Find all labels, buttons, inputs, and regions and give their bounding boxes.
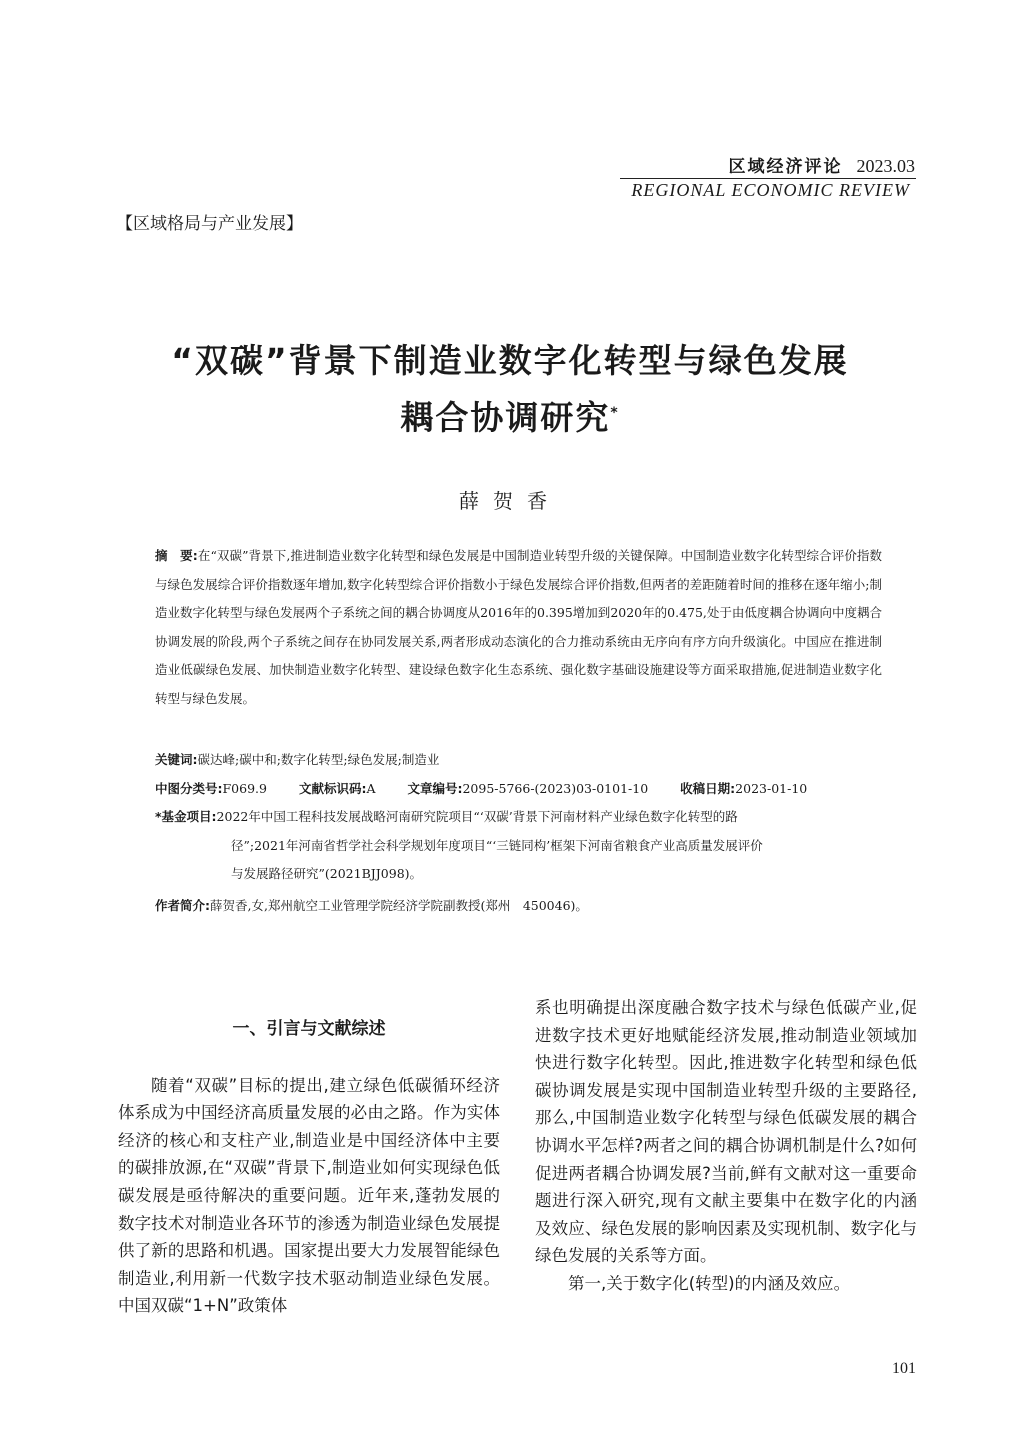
page-number: 101	[892, 1360, 916, 1377]
keywords-text: 碳达峰;碳中和;数字化转型;绿色发展;制造业	[197, 752, 440, 767]
article-id-value: 2095-5766-(2023)03-0101-10	[462, 781, 649, 796]
title-footnote-mark: *	[610, 405, 620, 421]
fund-line-3: 与发展路径研究”(2021BJJ098)。	[231, 866, 423, 881]
article-meta	[155, 775, 882, 804]
keywords-label: 关键词:	[155, 752, 198, 767]
fund-label: *基金项目:	[155, 809, 217, 824]
doc-code-label: 文献标识码:	[298, 781, 367, 796]
section-heading: 一、引言与文献综述	[232, 1019, 386, 1039]
bio-label: 作者简介:	[155, 898, 210, 913]
issue-number: 2023.03	[856, 156, 915, 176]
header-rule	[620, 178, 916, 179]
fund-line-1: 2022年中国工程科技发展战略河南研究院项目“‘双碳’背景下河南材料产业绿色数字化转型的路	[216, 809, 738, 824]
title-line-2	[0, 392, 1020, 439]
abstract-text: 在“双碳”背景下,推进制造业数字化转型和绿色发展是中国制造业转型升级的关键保障。中国制造业数字化转型综合评价指数与绿色发展综合评价指数逐年增加,数字化转型综合评价指数小于绿色发展综合评价指数,但两者的差距随着时间的推移在逐年缩小;制造业数字化转型与绿色发展两个子系统之间的耦合协调度从2016年的0.395增加到2020年的0.475,处于由低度耦合协调向中度耦合协调发展的阶段,两个子系统之间存在协同发展关系,两者形成动态演化的合力推动系统由无序向有序方向升级演化。中国应在推进制造业低碳绿色发展、加快制造业数字化转型、建设绿色数字化生态系统、强化数字基础设施建设等方面采取措施,促进制造业数字化转型与绿色发展。	[155, 548, 882, 706]
right-column	[535, 994, 917, 1298]
fund-info	[155, 803, 882, 889]
article-id-label: 文章编号:	[407, 781, 463, 796]
clc-label: 中图分类号:	[155, 781, 223, 796]
author-bio	[155, 892, 588, 921]
paragraph: 第一,关于数字化(转型)的内涵及效应。	[568, 1273, 851, 1293]
keywords	[155, 746, 439, 775]
paragraph: 系也明确提出深度融合数字技术与绿色低碳产业,促进数字技术更好地赋能经济发展,推动制造业领域加快进行数字化转型。因此,推进数字化转型和绿色低碳协调发展是实现中国制造业转型升级的主要路径,那么,中国制造业数字化转型与绿色低碳发展的耦合协调水平怎样?两者之间的耦合协调机制是什么?如何促进两者耦合协调发展?当前,鲜有文献对这一重要命题进行深入研究,现有文献主要集中在数字化的内涵及效应、绿色发展的影响因素及实现机制、数字化与绿色发展的关系等方面。	[535, 998, 917, 1266]
fund-line-2: 径”;2021年河南省哲学社会科学规划年度项目“‘三链同构’框架下河南省粮食产业高质量发展评价	[231, 837, 763, 853]
title-text: 耦合协调研究	[400, 398, 611, 437]
left-column	[118, 1016, 500, 1320]
abstract	[155, 542, 882, 713]
author-name: 薛贺香	[459, 489, 561, 513]
doc-code-value: A	[366, 781, 376, 796]
received-value: 2023-01-10	[735, 781, 808, 796]
abstract-label: 摘 要:	[155, 548, 198, 563]
journal-header	[729, 152, 916, 177]
clc-value: F069.9	[222, 781, 267, 796]
received-label: 收稿日期:	[680, 781, 736, 796]
journal-name-cn: 区域经济评论	[728, 157, 843, 177]
paragraph: 随着“双碳”目标的提出,建立绿色低碳循环经济体系成为中国经济高质量发展的必由之路。作为实体经济的核心和支柱产业,制造业是中国经济体中主要的碳排放源,在“双碳”背景下,制造业如何实现绿色低碳发展是亟待解决的重要问题。近年来,蓬勃发展的数字技术对制造业各环节的渗透为制造业绿色发展提供了新的思路和机遇。国家提出要大力发展智能绿色制造业,利用新一代数字技术驱动制造业绿色发展。中国双碳“1+N”政策体	[118, 1075, 500, 1316]
section-tag: 【区域格局与产业发展】	[116, 214, 303, 234]
journal-name-en: REGIONAL ECONOMIC REVIEW	[631, 180, 910, 200]
title-line-1: “双碳”背景下制造业数字化转型与绿色发展	[171, 341, 849, 380]
bio-text: 薛贺香,女,郑州航空工业管理学院经济学院副教授(郑州 450046)。	[210, 898, 588, 913]
